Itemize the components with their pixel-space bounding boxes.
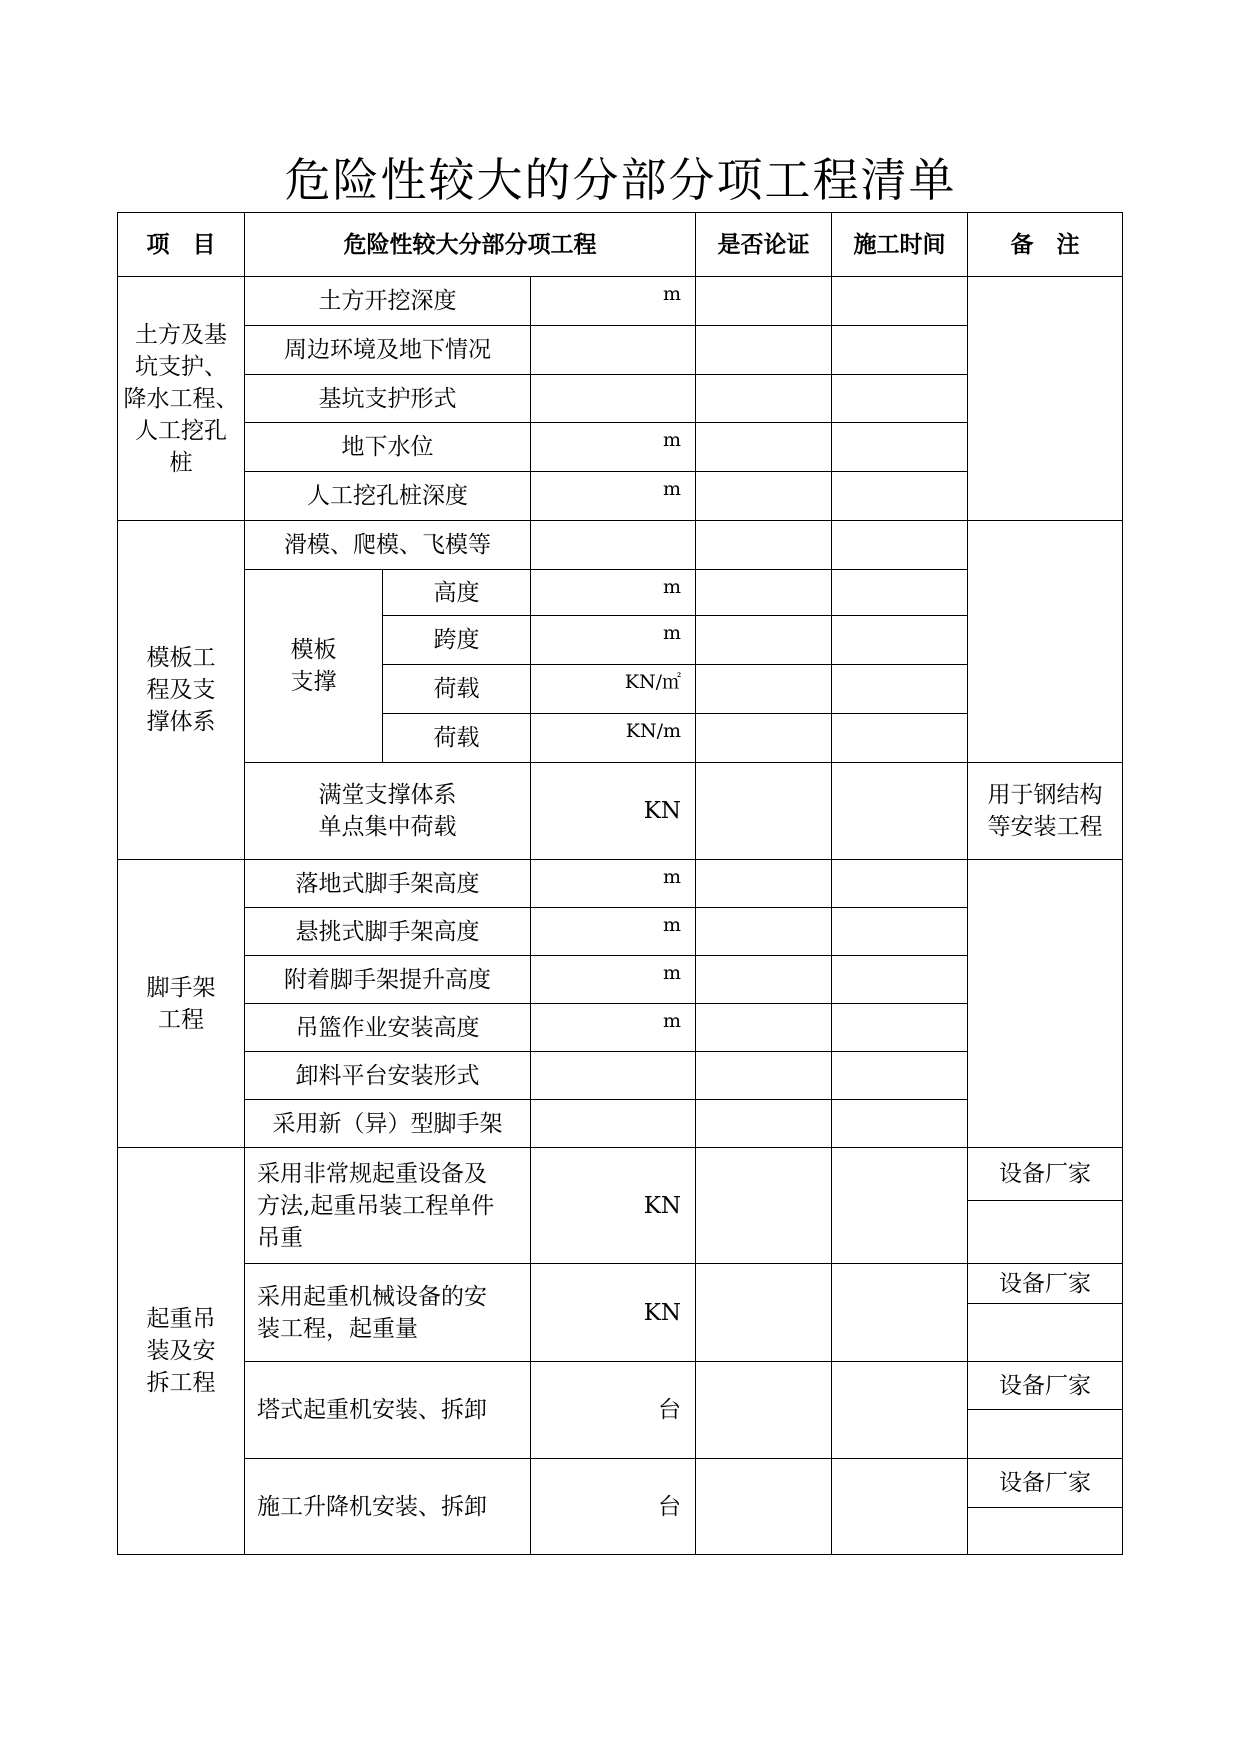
remark-cell: 用于钢结构 等安装工程 bbox=[968, 763, 1123, 860]
argued-cell[interactable] bbox=[696, 1100, 832, 1148]
category-earthwork: 土方及基 坑支护、 降水工程、 人工挖孔 桩 bbox=[118, 277, 245, 521]
argued-cell[interactable] bbox=[696, 1264, 832, 1362]
time-cell[interactable] bbox=[832, 616, 968, 665]
unit-cell bbox=[531, 521, 696, 570]
remark-cell[interactable] bbox=[968, 860, 1123, 1148]
table-row bbox=[118, 860, 1123, 908]
item-label: 塔式起重机安装、拆卸 bbox=[245, 1362, 531, 1459]
unit-cell: m bbox=[531, 1004, 696, 1052]
argued-cell[interactable] bbox=[696, 326, 832, 375]
time-cell[interactable] bbox=[832, 860, 968, 908]
unit-cell: KN bbox=[531, 1148, 696, 1264]
argued-cell[interactable] bbox=[696, 616, 832, 665]
item-label: 滑模、爬模、飞模等 bbox=[245, 521, 531, 570]
item-label: 土方开挖深度 bbox=[245, 277, 531, 326]
item-label: 采用起重机械设备的安 装工程，起重量 bbox=[245, 1264, 531, 1362]
item-label: 采用新（异）型脚手架 bbox=[245, 1100, 531, 1148]
item-label: 荷载 bbox=[383, 665, 531, 714]
time-cell[interactable] bbox=[832, 665, 968, 714]
time-cell[interactable] bbox=[832, 1362, 968, 1459]
remark-cell: 设备厂家 bbox=[968, 1264, 1123, 1304]
unit-cell: m bbox=[531, 616, 696, 665]
item-label: 人工挖孔桩深度 bbox=[245, 472, 531, 521]
unit-cell bbox=[531, 375, 696, 423]
argued-cell[interactable] bbox=[696, 375, 832, 423]
item-label: 吊篮作业安装高度 bbox=[245, 1004, 531, 1052]
time-cell[interactable] bbox=[832, 277, 968, 326]
remark-blank-cell[interactable] bbox=[968, 1201, 1123, 1264]
argued-cell[interactable] bbox=[696, 763, 832, 860]
argued-cell[interactable] bbox=[696, 908, 832, 956]
category-formwork: 模板工 程及支 撑体系 bbox=[118, 521, 245, 860]
hazard-list-table bbox=[117, 212, 1123, 1555]
argued-cell[interactable] bbox=[696, 1052, 832, 1100]
time-cell[interactable] bbox=[832, 375, 968, 423]
time-cell[interactable] bbox=[832, 908, 968, 956]
time-cell[interactable] bbox=[832, 714, 968, 763]
item-label: 地下水位 bbox=[245, 423, 531, 472]
item-label: 卸料平台安装形式 bbox=[245, 1052, 531, 1100]
time-cell[interactable] bbox=[832, 1052, 968, 1100]
time-cell[interactable] bbox=[832, 956, 968, 1004]
time-cell[interactable] bbox=[832, 1100, 968, 1148]
header-time: 施工时间 bbox=[832, 213, 968, 277]
remark-blank-cell[interactable] bbox=[968, 1304, 1123, 1362]
remark-blank-cell[interactable] bbox=[968, 1508, 1123, 1555]
header-argued: 是否论证 bbox=[696, 213, 832, 277]
unit-cell: 台 bbox=[531, 1459, 696, 1555]
header-remark: 备 注 bbox=[968, 213, 1123, 277]
unit-cell: m bbox=[531, 570, 696, 616]
table-row bbox=[118, 1362, 1123, 1410]
time-cell[interactable] bbox=[832, 326, 968, 375]
item-label: 满堂支撑体系 单点集中荷载 bbox=[245, 763, 531, 860]
unit-cell: m bbox=[531, 277, 696, 326]
item-label: 采用非常规起重设备及 方法,起重吊装工程单件 吊重 bbox=[245, 1148, 531, 1264]
category-lifting: 起重吊 装及安 拆工程 bbox=[118, 1148, 245, 1555]
argued-cell[interactable] bbox=[696, 956, 832, 1004]
time-cell[interactable] bbox=[832, 1264, 968, 1362]
unit-cell: KN bbox=[531, 1264, 696, 1362]
time-cell[interactable] bbox=[832, 570, 968, 616]
item-label: 附着脚手架提升高度 bbox=[245, 956, 531, 1004]
item-label: 高度 bbox=[383, 570, 531, 616]
table-row bbox=[118, 763, 1123, 860]
header-work: 危险性较大分部分项工程 bbox=[245, 213, 696, 277]
time-cell[interactable] bbox=[832, 763, 968, 860]
unit-cell: m bbox=[531, 860, 696, 908]
unit-cell: m bbox=[531, 472, 696, 521]
table-header-row bbox=[118, 213, 1123, 277]
category-scaffolding: 脚手架 工程 bbox=[118, 860, 245, 1148]
remark-cell: 设备厂家 bbox=[968, 1362, 1123, 1410]
unit-cell: KN/㎡ bbox=[531, 665, 696, 714]
header-project: 项 目 bbox=[118, 213, 245, 277]
argued-cell[interactable] bbox=[696, 1362, 832, 1459]
formwork-support-label: 模板 支撑 bbox=[245, 570, 383, 763]
argued-cell[interactable] bbox=[696, 521, 832, 570]
argued-cell[interactable] bbox=[696, 714, 832, 763]
time-cell[interactable] bbox=[832, 472, 968, 521]
unit-cell: m bbox=[531, 423, 696, 472]
time-cell[interactable] bbox=[832, 1459, 968, 1555]
item-label: 悬挑式脚手架高度 bbox=[245, 908, 531, 956]
argued-cell[interactable] bbox=[696, 472, 832, 521]
argued-cell[interactable] bbox=[696, 1004, 832, 1052]
unit-cell bbox=[531, 1052, 696, 1100]
argued-cell[interactable] bbox=[696, 423, 832, 472]
table-row bbox=[118, 277, 1123, 326]
time-cell[interactable] bbox=[832, 1004, 968, 1052]
item-label: 落地式脚手架高度 bbox=[245, 860, 531, 908]
argued-cell[interactable] bbox=[696, 860, 832, 908]
argued-cell[interactable] bbox=[696, 1459, 832, 1555]
table-row bbox=[118, 1459, 1123, 1508]
unit-cell: 台 bbox=[531, 1362, 696, 1459]
remark-cell: 设备厂家 bbox=[968, 1148, 1123, 1201]
item-label: 荷载 bbox=[383, 714, 531, 763]
table-row bbox=[118, 521, 1123, 570]
argued-cell[interactable] bbox=[696, 665, 832, 714]
unit-cell bbox=[531, 1100, 696, 1148]
item-label: 基坑支护形式 bbox=[245, 375, 531, 423]
unit-cell: KN/m bbox=[531, 714, 696, 763]
argued-cell[interactable] bbox=[696, 277, 832, 326]
remark-blank-cell[interactable] bbox=[968, 1410, 1123, 1459]
remark-cell: 设备厂家 bbox=[968, 1459, 1123, 1508]
remark-cell[interactable] bbox=[968, 521, 1123, 763]
table-row bbox=[118, 1264, 1123, 1304]
remark-cell[interactable] bbox=[968, 277, 1123, 521]
item-label: 跨度 bbox=[383, 616, 531, 665]
unit-cell: KN bbox=[531, 763, 696, 860]
time-cell[interactable] bbox=[832, 423, 968, 472]
item-label: 周边环境及地下情况 bbox=[245, 326, 531, 375]
time-cell[interactable] bbox=[832, 1148, 968, 1264]
time-cell[interactable] bbox=[832, 521, 968, 570]
unit-cell bbox=[531, 326, 696, 375]
item-label: 施工升降机安装、拆卸 bbox=[245, 1459, 531, 1555]
page-title: 危险性较大的分部分项工程清单 bbox=[284, 153, 957, 207]
unit-cell: m bbox=[531, 908, 696, 956]
argued-cell[interactable] bbox=[696, 570, 832, 616]
unit-cell: m bbox=[531, 956, 696, 1004]
argued-cell[interactable] bbox=[696, 1148, 832, 1264]
table-row bbox=[118, 1148, 1123, 1201]
